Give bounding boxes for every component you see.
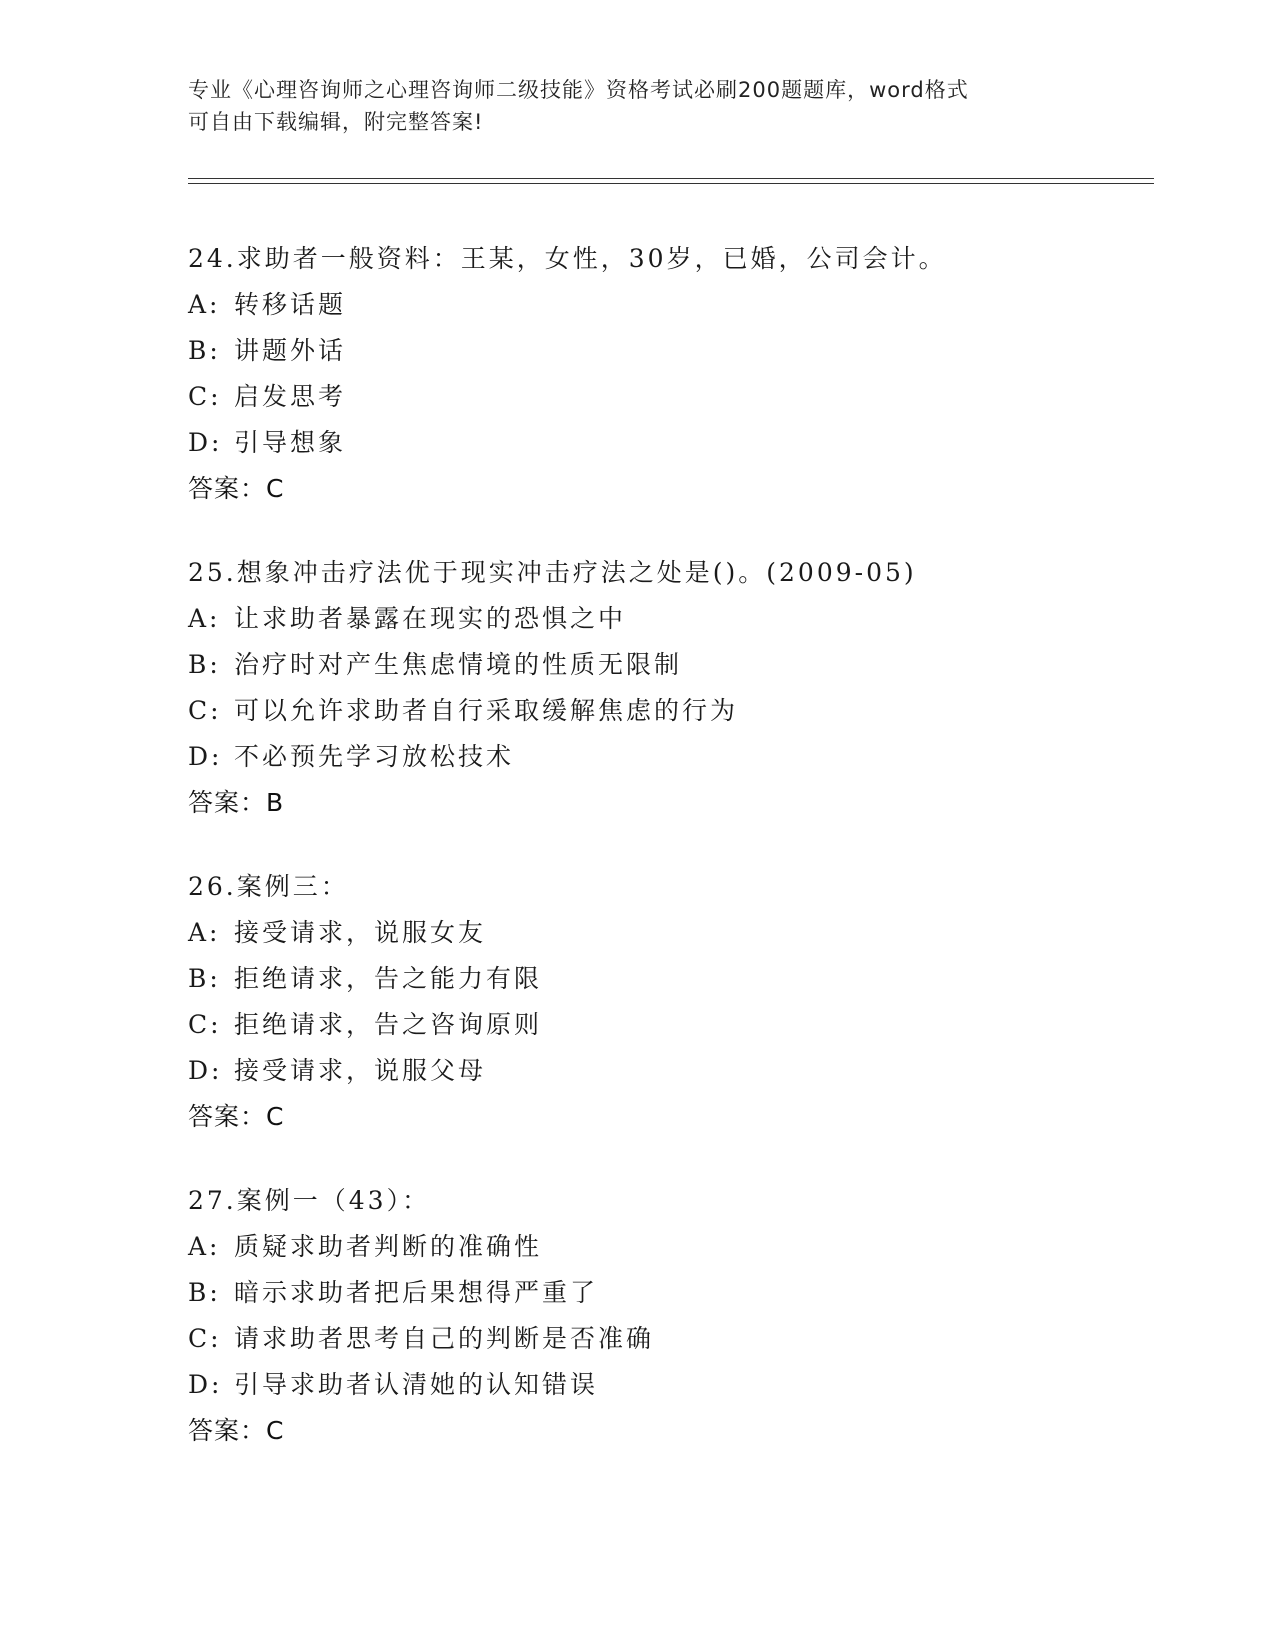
option-a	[188, 282, 1148, 328]
question-item	[188, 550, 1148, 826]
header-title-line-2: 可自由下载编辑，附完整答案!	[188, 110, 484, 134]
option-text: 转移话题	[234, 290, 347, 319]
option-text: 不必预先学习放松技术	[234, 742, 515, 771]
option-d	[188, 734, 1148, 780]
option-label: C:	[188, 382, 222, 411]
document-header	[188, 74, 1088, 138]
option-c	[188, 688, 1148, 734]
option-label: D:	[188, 1370, 223, 1399]
option-label: A:	[188, 918, 221, 947]
option-text: 讲题外话	[234, 336, 347, 365]
option-c	[188, 1316, 1148, 1362]
option-text: 让求助者暴露在现实的恐惧之中	[234, 604, 627, 633]
question-answer: 答案：C	[188, 1416, 285, 1445]
option-text: 引导想象	[234, 428, 347, 457]
question-answer: 答案：C	[188, 474, 285, 503]
question-item	[188, 864, 1148, 1140]
option-label: D:	[188, 428, 223, 457]
option-b	[188, 328, 1148, 374]
option-b	[188, 642, 1148, 688]
option-label: A:	[188, 1232, 221, 1261]
question-stem: 26.案例三：	[188, 872, 349, 901]
header-divider-bottom	[188, 183, 1154, 184]
option-label: A:	[188, 604, 221, 633]
option-label: C:	[188, 696, 222, 725]
option-text: 治疗时对产生焦虑情境的性质无限制	[234, 650, 683, 679]
question-list	[188, 236, 1148, 1492]
question-item	[188, 236, 1148, 512]
option-d	[188, 1362, 1148, 1408]
option-text: 拒绝请求，告之咨询原则	[234, 1010, 543, 1039]
question-stem: 24.求助者一般资料：王某，女性，30岁，已婚，公司会计。	[188, 244, 947, 273]
option-text: 引导求助者认清她的认知错误	[234, 1370, 599, 1399]
question-stem: 25.想象冲击疗法优于现实冲击疗法之处是()。(2009-05)	[188, 558, 917, 587]
option-b	[188, 1270, 1148, 1316]
option-text: 拒绝请求，告之能力有限	[234, 964, 543, 993]
option-a	[188, 910, 1148, 956]
option-a	[188, 596, 1148, 642]
option-label: C:	[188, 1010, 222, 1039]
option-text: 请求助者思考自己的判断是否准确	[234, 1324, 655, 1353]
header-title-line-1: 专业《心理咨询师之心理咨询师二级技能》资格考试必刷200题题库，word格式	[188, 78, 969, 102]
option-d	[188, 420, 1148, 466]
option-text: 可以允许求助者自行采取缓解焦虑的行为	[234, 696, 739, 725]
option-text: 接受请求，说服父母	[234, 1056, 487, 1085]
option-c	[188, 374, 1148, 420]
option-label: A:	[188, 290, 221, 319]
option-label: D:	[188, 1056, 223, 1085]
option-text: 启发思考	[234, 382, 347, 411]
option-text: 接受请求，说服女友	[234, 918, 487, 947]
option-a	[188, 1224, 1148, 1270]
option-b	[188, 956, 1148, 1002]
option-label: C:	[188, 1324, 222, 1353]
option-c	[188, 1002, 1148, 1048]
question-answer: 答案：C	[188, 1102, 285, 1131]
option-text: 质疑求助者判断的准确性	[234, 1232, 543, 1261]
question-item	[188, 1178, 1148, 1454]
question-stem: 27.案例一（43）：	[188, 1186, 431, 1215]
option-label: B:	[188, 1278, 221, 1307]
option-label: B:	[188, 650, 221, 679]
option-label: B:	[188, 336, 221, 365]
header-divider-top	[188, 178, 1154, 179]
option-label: D:	[188, 742, 223, 771]
option-text: 暗示求助者把后果想得严重了	[234, 1278, 599, 1307]
question-answer: 答案：B	[188, 788, 285, 817]
option-d	[188, 1048, 1148, 1094]
option-label: B:	[188, 964, 221, 993]
